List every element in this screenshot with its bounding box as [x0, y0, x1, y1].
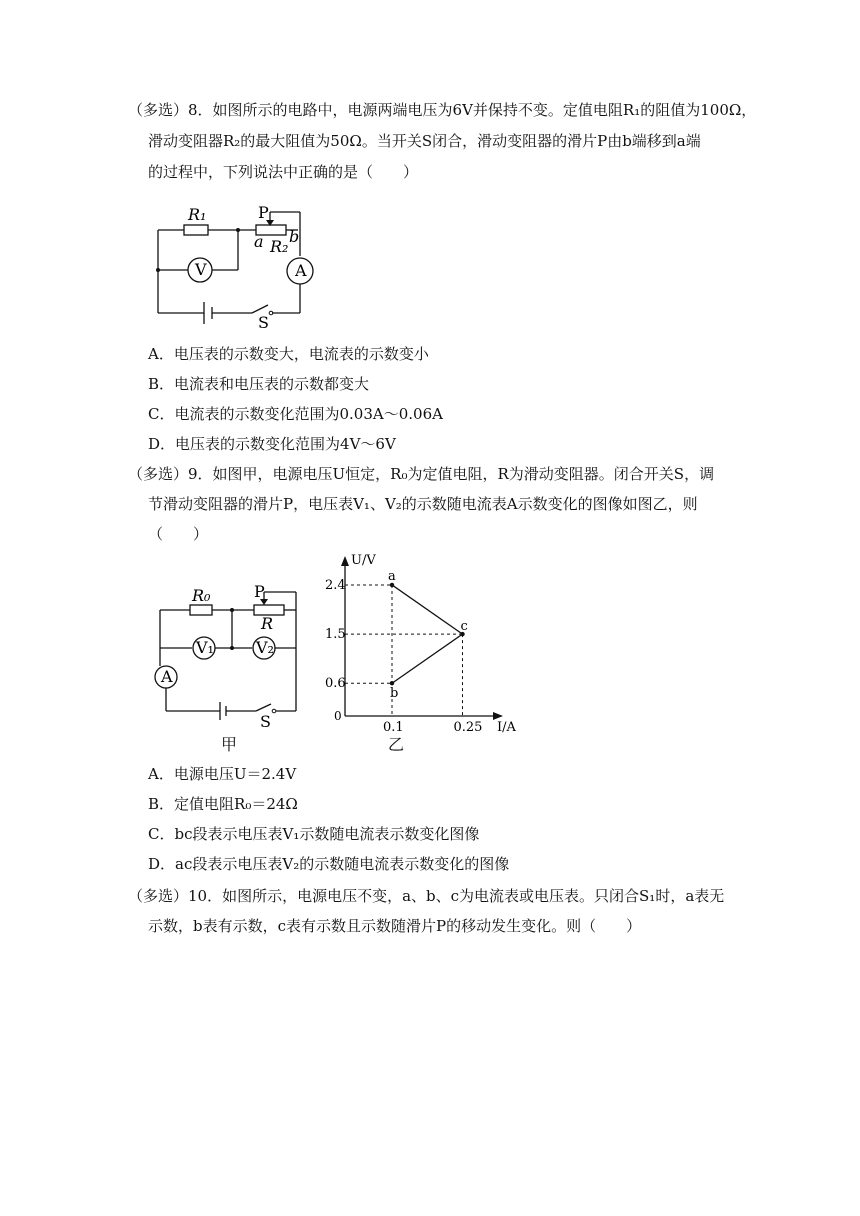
label-r1: R₁	[188, 205, 207, 224]
switch-lever	[256, 704, 271, 711]
resistor-r0	[190, 605, 212, 615]
label-ammeter-a: A	[161, 667, 173, 686]
label-r2: R₂	[270, 237, 289, 256]
q9-option-a: A．电源电压U＝2.4V	[148, 765, 297, 783]
x-tick-label: 0.25	[453, 720, 483, 735]
q9-circuit-diagram	[150, 580, 325, 730]
q9-stem-line-1: （多选）9．如图甲，电源电压U恒定，R₀为定值电阻，R为滑动变阻器。闭合开关S，调	[128, 465, 715, 483]
q10-stem-line-1: （多选）10．如图所示，电源电压不变，a、b、c为电流表或电压表。只闭合S₁时，a表无	[128, 887, 725, 905]
y-tick-label: 0.6	[325, 676, 346, 692]
q9-stem-line-2: 节滑动变阻器的滑片P，电压表V₁、V₂的示数随电流表A示数变化的图像如图乙，则	[148, 495, 698, 513]
q8-circuit-diagram	[150, 200, 330, 335]
y-tick-label: 1.5	[325, 627, 346, 643]
origin-label: 0	[334, 709, 342, 723]
q9-ui-graph	[325, 548, 525, 738]
point-label-b: b	[390, 686, 399, 702]
point-label-c: c	[460, 619, 468, 635]
q9-option-b: B．定值电阻R₀＝24Ω	[148, 795, 298, 813]
label-v: V	[195, 260, 207, 279]
q8-option-c: C．电流表的示数变化范围为0.03A～0.06A	[148, 405, 443, 423]
label-p: P	[254, 582, 265, 601]
q9-stem-line-3: （ ）	[148, 525, 209, 543]
label-s: S	[260, 712, 271, 730]
series-line-bc	[392, 634, 463, 683]
figure-caption-yi: 乙	[388, 735, 405, 754]
q8-stem-line-1: （多选）8．如图所示的电路中，电源两端电压为6V并保持不变。定值电阻R₁的阻值为100Ω，	[128, 101, 757, 119]
point-label-a: a	[388, 568, 396, 584]
resistor-r1	[184, 225, 208, 235]
q8-option-a: A．电压表的示数变大，电流表的示数变小	[148, 345, 429, 363]
series-line-ac	[392, 585, 463, 634]
y-axis-label: U/V	[351, 553, 376, 568]
figure-caption-jia: 甲	[221, 735, 238, 754]
point-b	[390, 681, 394, 685]
x-tick-label: 0.1	[383, 720, 404, 735]
label-s: S	[258, 313, 269, 332]
label-a: a	[254, 232, 264, 251]
label-ammeter-a: A	[295, 261, 307, 280]
q8-option-d: D．电压表的示数变化范围为4V～6V	[148, 435, 396, 453]
switch-lever	[252, 305, 268, 313]
label-v1: V₁	[196, 638, 214, 657]
label-p: P	[258, 203, 269, 222]
y-tick-label: 2.4	[325, 577, 346, 593]
q10-stem-line-2: 示数，b表有示数，c表有示数且示数随滑片P的移动发生变化。则（ ）	[148, 917, 642, 935]
q9-option-d: D．ac段表示电压表V₂的示数随电流表示数变化的图像	[148, 855, 510, 873]
q9-option-c: C．bc段表示电压表V₁示数随电流表示数变化图像	[148, 825, 480, 843]
label-b: b	[289, 227, 300, 246]
x-axis-label: I/A	[497, 720, 516, 735]
q8-stem-line-3: 的过程中，下列说法中正确的是（ ）	[148, 163, 419, 181]
q8-option-b: B．电流表和电压表的示数都变大	[148, 375, 370, 393]
label-r0: R₀	[192, 586, 211, 605]
label-v2: V₂	[256, 638, 274, 657]
q8-stem-line-2: 滑动变阻器R₂的最大阻值为50Ω。当开关S闭合，滑动变阻器的滑片P由b端移到a端	[148, 132, 701, 150]
label-r: R	[261, 614, 274, 633]
